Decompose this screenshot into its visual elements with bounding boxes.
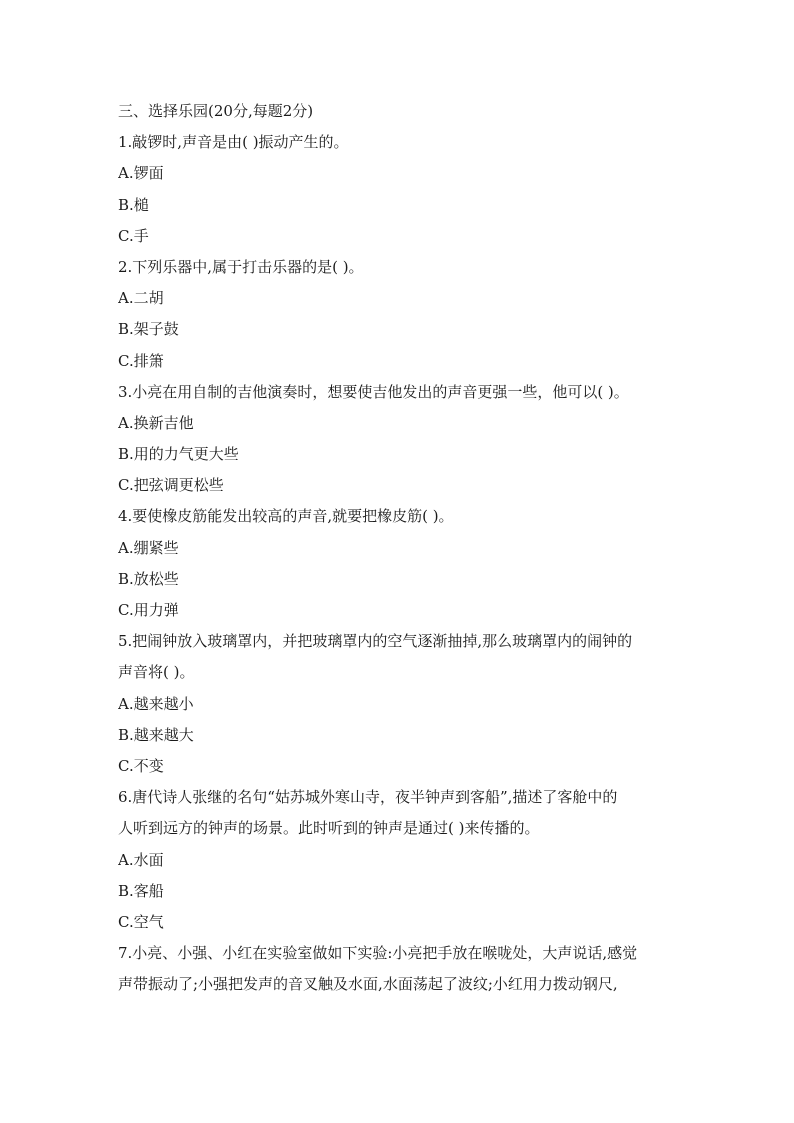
document-page: [118, 96, 678, 1000]
option-a: A.二胡: [118, 289, 164, 308]
question-stem-line: 4.要使橡皮筋能发出较高的声音,就要把橡皮筋( )。: [118, 507, 454, 526]
question-5: [118, 626, 678, 782]
question-stem-line: 声音将( )。: [118, 663, 195, 682]
option-b: B.槌: [118, 195, 149, 214]
question-1: [118, 127, 678, 252]
option-c: C.手: [118, 226, 149, 245]
question-stem-line: 声带振动了;小强把发声的音叉触及水面,水面荡起了波纹;小红用力拨动钢尺,: [118, 975, 618, 994]
question-stem-line: 6.唐代诗人张继的名句“姑苏城外寒山寺，夜半钟声到客船”,描述了客舱中的: [118, 788, 618, 807]
question-stem-line: 5.把闹钟放入玻璃罩内，并把玻璃罩内的空气逐渐抽掉,那么玻璃罩内的闹钟的: [118, 632, 633, 651]
option-b: B.越来越大: [118, 725, 194, 744]
question-7: [118, 938, 678, 1000]
question-3: [118, 377, 678, 502]
option-b: B.放松些: [118, 569, 179, 588]
question-stem-line: 2.下列乐器中,属于打击乐器的是( )。: [118, 257, 364, 276]
option-a: A.锣面: [118, 164, 164, 183]
question-stem-line: 3.小亮在用自制的吉他演奏时，想要使吉他发出的声音更强一些，他可以( )。: [118, 382, 629, 401]
section-title: 三、选择乐园(20分,每题2分): [118, 102, 314, 120]
option-a: A.越来越小: [118, 694, 194, 713]
option-c: C.把弦调更松些: [118, 476, 224, 495]
question-2: [118, 252, 678, 377]
option-a: A.换新吉他: [118, 413, 194, 432]
option-c: C.不变: [118, 756, 164, 775]
question-stem-line: 7.小亮、小强、小红在实验室做如下实验:小亮把手放在喉咙处，大声说话,感觉: [118, 944, 638, 963]
option-c: C.排箫: [118, 351, 164, 370]
question-stem-line: 1.敲锣时,声音是由( )振动产生的。: [118, 133, 349, 152]
option-b: B.架子鼓: [118, 320, 179, 339]
question-stem-line: 人听到远方的钟声的场景。此时听到的钟声是通过( )来传播的。: [118, 819, 540, 838]
option-b: B.客船: [118, 881, 164, 900]
question-6: [118, 782, 678, 938]
option-a: A.水面: [118, 850, 164, 869]
option-c: C.空气: [118, 912, 164, 931]
question-4: [118, 501, 678, 626]
option-b: B.用的力气更大些: [118, 445, 239, 464]
option-c: C.用力弹: [118, 601, 179, 619]
option-a: A.绷紧些: [118, 538, 179, 557]
